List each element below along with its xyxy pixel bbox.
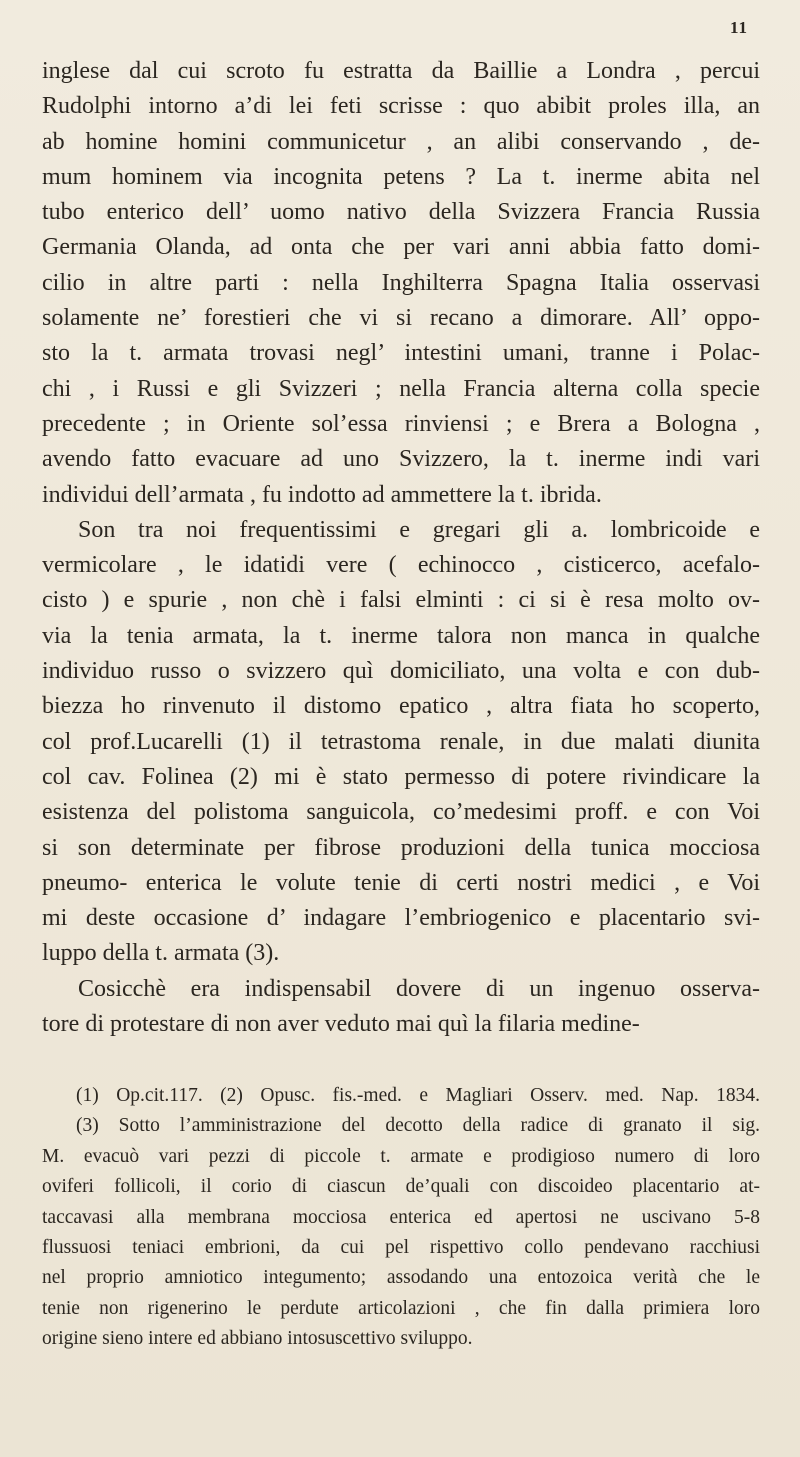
text-line: col prof.Lucarelli (1) il tetrastoma renale, in due malati diunita (42, 728, 760, 755)
main-text-block (42, 54, 760, 1042)
text-line: luppo della t. armata (3). (42, 940, 280, 967)
footnote-line: taccavasi alla membrana mocciosa enterica ed apertosi ne uscivano 5-8 (42, 1206, 760, 1228)
footnote-line: M. evacuò vari pezzi di piccole t. armate e prodigioso numero di loro (42, 1145, 760, 1167)
text-line: esistenza del polistoma sanguicola, co’medesimi proff. e con Voi (42, 799, 760, 826)
text-line: chi , i Russi e gli Svizzeri ; nella Francia alterna colla specie (42, 375, 760, 402)
footnote-line: (1) Op.cit.117. (2) Opusc. fis.-med. e Magliari Osserv. med. Nap. 1834. (76, 1085, 760, 1106)
text-line: ab homine homini communicetur , an alibi conservando , de- (42, 128, 760, 155)
footnote-line: nel proprio amniotico integumento; assodando una entozoica verità che le (42, 1267, 760, 1289)
text-line: mum hominem via incognita petens ? La t. inerme abita nel (42, 163, 760, 190)
text-line: si son determinate per fibrose produzioni della tunica mocciosa (42, 834, 760, 861)
text-line: vermicolare , le idatidi vere ( echinocco , cisticerco, acefalo- (42, 552, 760, 579)
text-line: Rudolphi intorno a’di lei feti scrisse : quo abibit proles illa, an (42, 93, 760, 120)
footnote-line: tenie non rigenerino le perdute articolazioni , che fin dalla primiera loro (42, 1297, 760, 1319)
text-line: cilio in altre parti : nella Inghilterra Spagna Italia osservasi (42, 269, 760, 296)
text-line: solamente ne’ forestieri che vi si recano a dimorare. All’ oppo- (42, 305, 760, 332)
footnote-line: flussuosi teniaci embrioni, da cui pel rispettivo collo pendevano racchiusi (42, 1237, 760, 1259)
text-line: tore di protestare di non aver veduto mai quì la filaria medine- (42, 1011, 640, 1038)
text-line: Germania Olanda, ad onta che per vari anni abbia fatto domi- (42, 234, 760, 261)
text-line: cisto ) e spurie , non chè i falsi elminti : ci si è resa molto ov- (42, 587, 760, 614)
text-line: inglese dal cui scroto fu estratta da Baillie a Londra , percui (42, 58, 760, 84)
text-line: tubo enterico dell’ uomo nativo della Svizzera Francia Russia (42, 199, 760, 226)
footnote-line: (3) Sotto l’amministrazione del decotto della radice di granato il sig. (76, 1115, 760, 1137)
footnote-line: oviferi follicoli, il corio di ciascun de’quali con discoideo placentario at- (42, 1176, 760, 1198)
text-line: individuo russo o svizzero quì domiciliato, una volta e con dub- (42, 658, 760, 685)
text-line: mi deste occasione d’ indagare l’embriogenico e placentario svi- (42, 905, 760, 932)
text-line: pneumo- enterica le volute tenie di certi nostri medici , e Voi (42, 869, 760, 896)
footnote-line: origine sieno intere ed abbiano intosuscettivo sviluppo. (42, 1328, 473, 1350)
text-line: Cosicchè era indispensabil dovere di un ingenuo osserva- (78, 975, 760, 1002)
text-line: individui dell’armata , fu indotto ad ammettere la t. ibrida. (42, 481, 602, 508)
text-line: via la tenia armata, la t. inerme talora non manca in qualche (42, 622, 760, 649)
text-line: col cav. Folinea (2) mi è stato permesso di potere rivindicare la (42, 763, 760, 790)
text-line: sto la t. armata trovasi negl’ intestini umani, tranne i Polac- (42, 340, 760, 367)
text-line: avendo fatto evacuare ad uno Svizzero, la t. inerme indi vari (42, 446, 760, 473)
text-line: Son tra noi frequentissimi e gregari gli a. lombricoide e (78, 516, 760, 543)
text-line: biezza ho rinvenuto il distomo epatico , altra fiata ho scoperto, (42, 693, 760, 720)
page-number: 11 (729, 18, 748, 37)
text-line: precedente ; in Oriente sol’essa rinviensi ; e Brera a Bologna , (42, 410, 760, 437)
footnotes-block (42, 1081, 760, 1355)
